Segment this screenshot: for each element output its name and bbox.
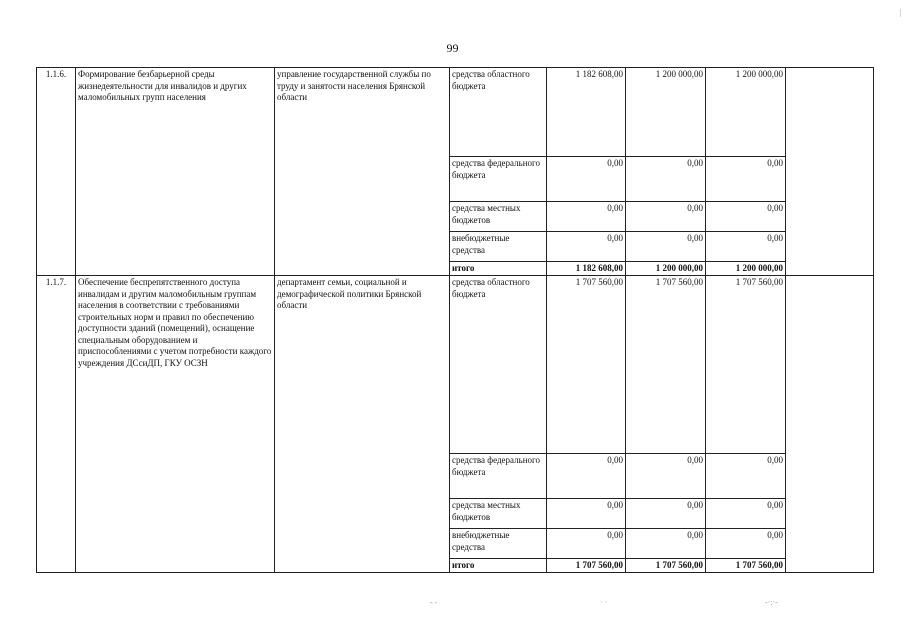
amount-cell: 0,00 (706, 157, 786, 202)
amount-cell: 0,00 (706, 232, 786, 262)
amount-cell: 1 707 560,00 (626, 276, 706, 454)
scan-mark: · · (600, 598, 608, 607)
table-row (37, 276, 874, 454)
executor-name: департамент семьи, социальной и демографической политики Брянской области (275, 276, 450, 573)
amount-cell: 0,00 (706, 454, 786, 499)
amount-cell: 0,00 (626, 157, 706, 202)
amount-cell: 0,00 (626, 232, 706, 262)
funding-source: средства федерального бюджета (450, 157, 547, 202)
total-label: итого (450, 262, 547, 276)
activity-title: Обеспечение беспрепятственного доступа инвалидам и другим маломобильным группам населения в соответствии с требованиями строительных норм и правил по обеспечению доступности зданий (помещений), оснащение специальным оборудованием и приспособлениями с учетом потребности каждого учреждения ДСсиДП, ГКУ ОСЗН (76, 276, 275, 573)
amount-cell: 0,00 (626, 454, 706, 499)
amount-cell: 0,00 (547, 157, 626, 202)
amount-cell: 0,00 (706, 202, 786, 232)
row-index: 1.1.7. (37, 276, 76, 573)
amount-cell: 0,00 (547, 499, 626, 529)
funding-source: средства областного бюджета (450, 68, 547, 157)
total-amount: 1 707 560,00 (626, 559, 706, 573)
table-row (37, 68, 874, 157)
executor-name: управление государственной службы по труду и занятости населения Брянской области (275, 68, 450, 276)
scan-mark: - - (430, 598, 438, 607)
total-amount: 1 200 000,00 (626, 262, 706, 276)
amount-cell: 0,00 (626, 529, 706, 559)
amount-cell: 0,00 (626, 499, 706, 529)
empty-cell (786, 68, 874, 276)
empty-cell (786, 276, 874, 573)
scan-mark: | (900, 8, 902, 17)
activity-title: Формирование безбарьерной среды жизнедеятельности для инвалидов и других маломобильных групп населения (76, 68, 275, 276)
funding-source: средства местных бюджетов (450, 202, 547, 232)
total-amount: 1 200 000,00 (706, 262, 786, 276)
total-label: итого (450, 559, 547, 573)
amount-cell: 1 707 560,00 (547, 276, 626, 454)
total-amount: 1 707 560,00 (547, 559, 626, 573)
budget-table (36, 67, 874, 573)
amount-cell: 1 182 608,00 (547, 68, 626, 157)
row-index: 1.1.6. (37, 68, 76, 276)
amount-cell: 0,00 (547, 232, 626, 262)
amount-cell: 1 707 560,00 (706, 276, 786, 454)
amount-cell: 0,00 (547, 202, 626, 232)
funding-source: средства федерального бюджета (450, 454, 547, 499)
amount-cell: 0,00 (706, 499, 786, 529)
total-amount: 1 707 560,00 (706, 559, 786, 573)
funding-source: внебюджетные средства (450, 529, 547, 559)
funding-source: внебюджетные средства (450, 232, 547, 262)
page-number: 99 (446, 41, 459, 55)
amount-cell: 1 200 000,00 (706, 68, 786, 157)
amount-cell: 0,00 (547, 454, 626, 499)
amount-cell: 1 200 000,00 (626, 68, 706, 157)
funding-source: средства местных бюджетов (450, 499, 547, 529)
scan-mark: -·:·- (765, 598, 778, 607)
amount-cell: 0,00 (547, 529, 626, 559)
funding-source: средства областного бюджета (450, 276, 547, 454)
amount-cell: 0,00 (626, 202, 706, 232)
amount-cell: 0,00 (706, 529, 786, 559)
total-amount: 1 182 608,00 (547, 262, 626, 276)
